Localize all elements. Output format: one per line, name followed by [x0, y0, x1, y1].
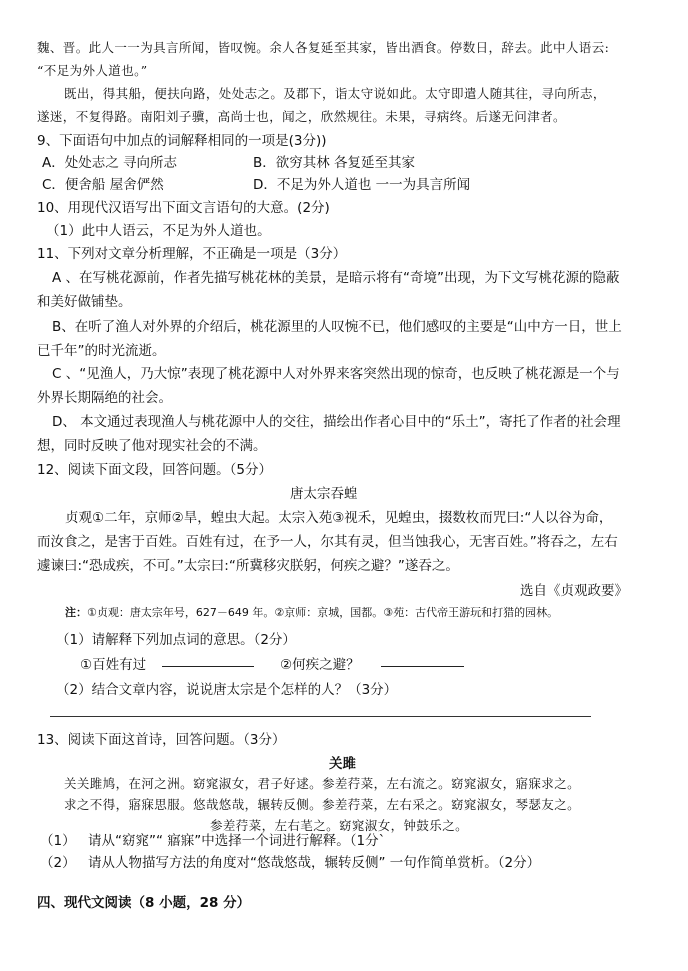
- q12-sub-2-answer-line[interactable]: [50, 716, 591, 717]
- intro-line-2: “不足为外人道也。”: [37, 63, 148, 78]
- q12-note: [65, 604, 558, 620]
- q11-option-c-line-2: 外界长期隔绝的社会。: [37, 390, 172, 406]
- q13-poem-title: 关雎: [329, 756, 356, 772]
- q12-sub-1b-label: ②何疾之避？: [280, 657, 360, 673]
- q9-option-b: B．欲穷其林 各复延至其家: [253, 155, 416, 171]
- q11-stem: 11、下列对文章分析理解，不正确是一项是（3分）: [37, 246, 347, 262]
- q13-poem-line-1: 关关雎鸠，在河之洲。窈窕淑女，君子好逑。参差荇菜，左右流之。窈窕淑女，寤寐求之。: [64, 776, 581, 791]
- q10-stem: 10、用现代汉语写出下面文言语句的大意。(2分): [37, 200, 330, 216]
- q12-source: 选自《贞观政要》: [520, 583, 628, 599]
- q9-stem: 9、下面语句中加点的词解释相同的一项是(3分)): [37, 133, 327, 149]
- q13-sub-1: 请从“窈窕”“ 寤寐”中选择一个词进行解释。（1分`: [88, 833, 386, 849]
- q11-option-d-line-1: D、 本文通过表现渔人与桃花源中人的交往，描绘出作者心目中的“乐土”，寄托了作者的社会理: [52, 414, 621, 430]
- intro-line-4: 遂迷，不复得路。南阳刘子骥，高尚士也，闻之，欣然规往。未果，寻病终。后遂无问津者。: [37, 109, 566, 124]
- q12-note-label: 注：: [65, 606, 87, 619]
- q11-option-a-line-2: 和美好做铺垫。: [37, 294, 132, 310]
- q12-passage-line-3: 遽谏曰:“恐成疾，不可。”太宗曰:“所冀移灾朕躬，何疾之避？”遂吞之。: [37, 558, 459, 574]
- q11-option-d-line-2: 想，同时反映了他对现实社会的不满。: [37, 438, 267, 454]
- q10-item-1: （1）此中人语云，不足为外人道也。: [46, 223, 271, 239]
- intro-line-1: 魏、晋。此人一一为具言所闻，皆叹惋。余人各复延至其家，皆出酒食。停数日，辞去。此中人语云:: [37, 40, 610, 55]
- q13-stem: 13、阅读下面这首诗，回答问题。（3分）: [37, 732, 286, 748]
- q12-sub-1a-label: ①百姓有过: [80, 657, 147, 673]
- section-4-heading: 四、现代文阅读（8 小题，28 分）: [37, 895, 251, 911]
- q13-poem-line-3: 参差荇菜，左右芼之。窈窕淑女，钟鼓乐之。: [210, 818, 469, 833]
- q11-option-a-line-1: A 、在写桃花源前，作者先描写桃花林的美景，是暗示将有“奇境”出现，为下文写桃花源的隐蔽: [52, 270, 620, 286]
- q9-option-c: C．便舍船 屋舍俨然: [42, 177, 164, 193]
- q12-passage-line-2: 而汝食之，是害于百姓。百姓有过，在予一人，尔其有灵，但当蚀我心，无害百姓。”将吞之，左右: [37, 534, 618, 550]
- q9-option-a: A．处处志之 寻向所志: [42, 155, 178, 171]
- q9-option-d: D．不足为外人道也 一一为具言所闻: [253, 177, 471, 193]
- q12-stem: 12、阅读下面文段，回答问题。（5分）: [37, 462, 273, 478]
- q12-sub-1b-answer-blank[interactable]: [381, 666, 464, 667]
- q13-poem-line-2: 求之不得，寤寐思服。悠哉悠哉，辗转反侧。参差荇菜，左右采之。窈窕淑女，琴瑟友之。: [64, 797, 581, 812]
- q11-option-b-line-1: B、在听了渔人对外界的介绍后，桃花源里的人叹惋不已，他们感叹的主要是“山中方一日，世上: [52, 319, 622, 335]
- q13-sub-2-number: （2）: [40, 855, 76, 871]
- q13-sub-2: 请从人物描写方法的角度对“悠哉悠哉，辗转反侧” 一句作简单赏析。（2分）: [88, 855, 541, 871]
- q11-option-c-line-1: C 、“见渔人，乃大惊”表现了桃花源中人对外界来客突然出现的惊奇，也反映了桃花源是一个与: [52, 366, 620, 382]
- q12-passage-title: 唐太宗吞蝗: [290, 486, 358, 502]
- q12-sub-1a-answer-blank[interactable]: [162, 666, 254, 667]
- q13-sub-1-number: （1）: [40, 833, 76, 849]
- intro-line-3: 既出，得其船，便扶向路，处处志之。及郡下，诣太守说如此。太守即遣人随其往，寻向所志，: [64, 86, 606, 101]
- q12-passage-line-1: 贞观①二年，京师②旱，蝗虫大起。太宗入苑③视禾，见蝗虫，掇数枚而咒曰:“人以谷为命，: [65, 510, 613, 526]
- q12-sub-1: （1）请解释下列加点词的意思。（2分）: [56, 632, 296, 648]
- q11-option-b-line-2: 已千年”的时光流逝。: [37, 343, 166, 359]
- q12-sub-2: （2）结合文章内容，说说唐太宗是个怎样的人？（3分）: [56, 682, 398, 698]
- q12-note-text: ①贞观：唐太宗年号，627－649 年。②京师：京城，国都。③苑：古代帝王游玩和打猎的园林。: [87, 606, 559, 619]
